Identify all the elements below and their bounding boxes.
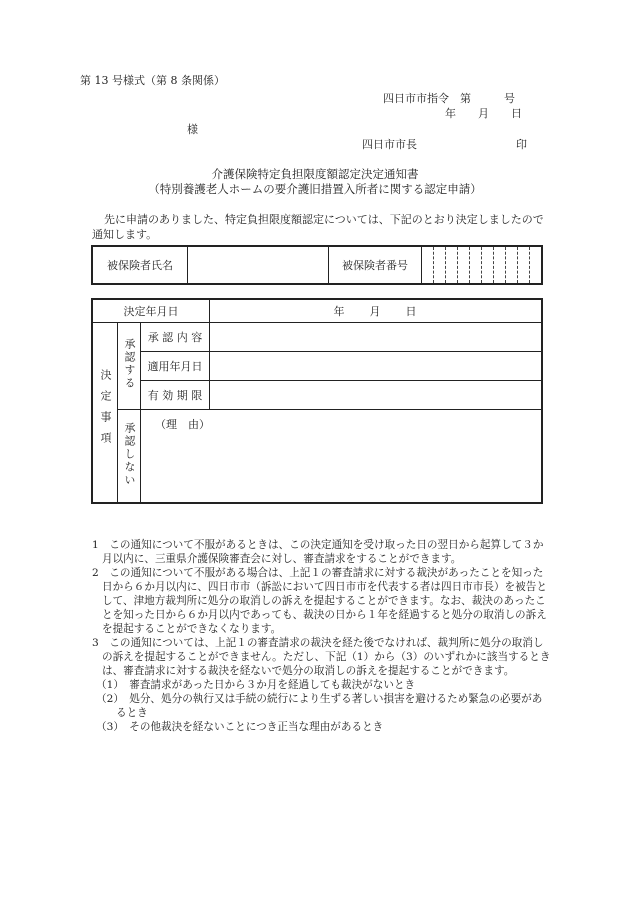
order-number: 四日市市指令 第 号 <box>383 92 515 105</box>
insured-number-label: 被保険者番号 <box>329 246 422 284</box>
document-title: 介護保険特定負担限度額認定決定通知書 <box>211 167 419 181</box>
approve-content-label: 承 認 内 容 <box>141 322 210 351</box>
approve-content-field[interactable] <box>210 322 543 351</box>
issue-date: 年 月 日 <box>445 107 522 120</box>
note-3: 3 この通知については、上記１の審査請求の裁決を経た後でなければ、裁判所に処分の取消しの訴えを提起することができません。ただし、下記（1）から（3）のいずれかに該当するときは、審査請求に対する裁決を経ないで処分の取消しの訴えを提起することができます。 <box>92 637 551 677</box>
apply-date-label: 適用年月日 <box>141 351 210 380</box>
disapprove-label: 承認しない <box>123 421 136 487</box>
note-3-sub-1: （1） 審査請求があった日から３か月を経過しても裁決がないとき <box>96 679 416 691</box>
reason-label: （理 由） <box>155 417 210 431</box>
decision-table <box>91 298 543 504</box>
issuer-name: 四日市市長 <box>362 138 417 151</box>
form-number: 第 13 号様式（第 8 条関係） <box>80 74 225 87</box>
intro-text: 先に申請のありました、特定負担限度額認定については、下記のとおり決定しましたので通知します。 <box>92 213 544 241</box>
reason-field[interactable] <box>141 409 543 503</box>
insured-name-field[interactable] <box>188 246 329 284</box>
valid-period-field[interactable] <box>210 380 543 409</box>
note-3-sub-3: （3） その他裁決を経ないことにつき正当な理由があるとき <box>96 721 384 733</box>
decision-date-label: 決定年月日 <box>92 299 210 322</box>
addressee-suffix: 様 <box>187 123 198 136</box>
note-3-sub-2: （2） 処分、処分の執行又は手続の続行により生ずる著しい損害を避けるため緊急の必要があるとき <box>96 693 543 719</box>
note-2: 2 この通知について不服がある場合は、上記１の審査請求に対する裁決があったことを知った日から６か月以内に、四日市市（訴訟において四日市市を代表する者は四日市市長）を被告として、津地方裁判所に処分の取消しの訴えを提起することができます。なお、裁決のあったことを知った日から６か月以内であっても、裁決の日から１年を経過すると処分の取消しの訴えを提起することができなくなります。 <box>92 567 547 635</box>
approve-label: 承認する <box>123 338 136 390</box>
valid-period-label: 有 効 期 限 <box>141 380 210 409</box>
decision-items-label: 決定事項 <box>99 368 112 453</box>
insured-table <box>91 245 543 285</box>
insured-name-label: 被保険者氏名 <box>92 246 188 284</box>
decision-date-value[interactable]: 年 月 日 <box>210 299 543 322</box>
notes <box>92 538 552 734</box>
document-subtitle: （特別養護老人ホームの要介護旧措置入所者に関する認定申請） <box>148 182 482 196</box>
seal-mark: 印 <box>516 138 527 151</box>
insured-number-field[interactable] <box>422 246 543 284</box>
apply-date-field[interactable] <box>210 351 543 380</box>
note-1: 1 この通知について不服があるときは、この決定通知を受け取った日の翌日から起算して３か月以内に、三重県介護保険審査会に対し、審査請求をすることができます。 <box>92 539 544 565</box>
